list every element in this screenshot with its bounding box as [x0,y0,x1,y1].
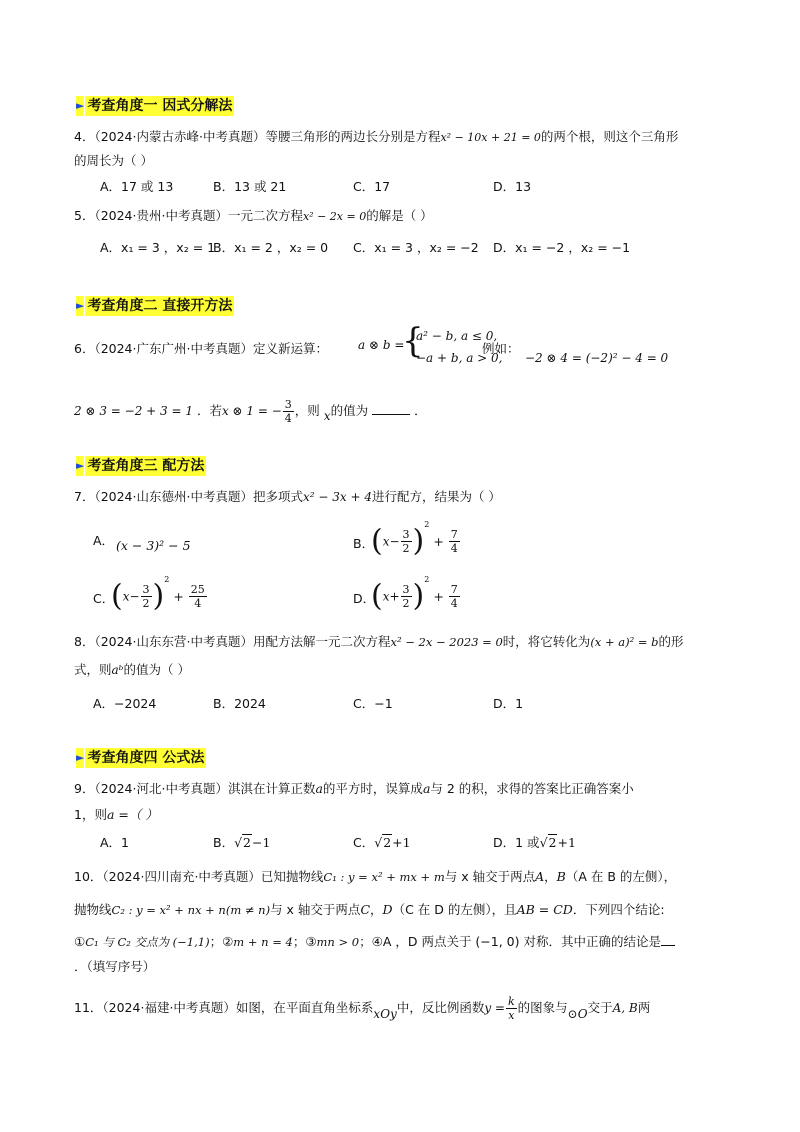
question-11-stem: 11．（2024·福建·中考真题）如图，在平面直角坐标系xOy中，反比例函数y = $\frac{k}{x}$ 的图象与⊙O交于A, B两 [74,995,651,1022]
fraction-three-quarters: $\frac{3}{4}$ [284,398,292,425]
question-8-option-d: D．1 [493,696,524,711]
section-header-1: ► 考查角度一 因式分解法 [76,98,233,114]
question-9-option-b: B．√2−1 [213,835,271,850]
question-8-stem-2: 式，则aᵇ的值为（ ） [74,662,190,677]
question-7-option-d: D． [353,591,376,606]
question-8-option-b: B．2024 [213,696,266,711]
question-8-stem: 8．（2024·山东东营·中考真题）用配方法解一元二次方程x² − 2x − 2023 = 0时，将它转化为(x + a)² = b的形 [74,634,684,649]
question-6-case-2: −a + b, a > 0, [416,351,503,365]
question-7-option-a-expr: (x − 3)² − 5 [116,538,191,553]
question-10-line-1: 10．（2024·四川南充·中考真题）已知抛物线C₁ : y = x² + mx + m与 x 轴交于两点A，B（A 在 B 的左侧）， [74,869,677,884]
triangle-bullet-icon: ► [76,456,84,476]
question-4-stem: 4．（2024·内蒙古赤峰·中考真题）等腰三角形的两边长分别是方程x² − 10x + 21 = 0的两个根，则这个三角形 [74,129,679,144]
question-8-option-a: A．−2024 [93,696,157,711]
question-9-stem: 9．（2024·河北·中考真题）淇淇在计算正数a的平方时，误算成a与 2 的积，求得的答案比正确答案小 [74,781,634,796]
answer-blank[interactable] [661,935,675,946]
triangle-bullet-icon: ► [76,748,84,768]
question-4-option-b: B．13 或 21 [213,179,287,194]
triangle-bullet-icon: ► [76,96,84,116]
question-7-option-b: B． [353,536,375,551]
question-8-option-c: C．−1 [353,696,393,711]
question-5-stem: 5．（2024·贵州·中考真题）一元二次方程x² − 2x = 0的解是（ ） [74,208,433,223]
question-5-option-a: A．x₁ = 3 ，x₂ = 1 [100,240,216,255]
question-6-example-1: −2 ⊗ 4 = (−2)² − 4 = 0 [525,351,669,365]
question-10-line-3: ①C₁ 与 C₂ 交点为 (−1,1)；②m + n = 4；③mn > 0；④A ，D 两点关于 (−1, 0) 对称．其中正确的结论是 [74,932,675,950]
question-9-option-c: C．√2+1 [353,835,411,850]
section-header-4: ► 考查角度四 公式法 [76,750,205,766]
question-9-option-d: D．1 或√2+1 [493,835,576,850]
question-7-option-b-expr: (x− $\frac{3}{2}$ )$^2$ + $\frac{7}{4}$ [371,520,458,559]
question-5-option-d: D．x₁ = −2 ，x₂ = −1 [493,240,631,255]
question-6-stem: 6．（2024·广东广州·中考真题）定义新运算： [74,341,328,356]
question-9-option-a: A．1 [100,835,130,850]
question-4-option-c: C．17 [353,179,391,194]
question-4-option-d: D．13 [493,179,532,194]
question-6-line-2: 2 ⊗ 3 = −2 + 3 = 1 ．若x ⊗ 1 = − $\frac{3}{4}$ ，则 x的值为 ． [74,398,427,425]
question-7-option-c: C． [93,591,115,606]
answer-blank[interactable] [372,404,410,415]
question-7-option-a: A． [93,533,115,548]
question-6-definition: a ⊗ b = [358,338,405,352]
question-6-brace: { [402,321,424,361]
question-9-stem-2: 1，则a =（ ） [74,807,158,822]
triangle-bullet-icon: ► [76,296,84,316]
question-6-case-1: a² − b, a ≤ 0, [416,329,498,343]
question-7-option-c-expr: (x− $\frac{3}{2}$ )$^2$ + $\frac{25}{4}$ [111,575,205,614]
question-7-stem: 7．（2024·山东德州·中考真题）把多项式x² − 3x + 4进行配方，结果为（ ） [74,489,501,504]
question-5-option-c: C．x₁ = 3 ，x₂ = −2 [353,240,479,255]
question-5-option-b: B．x₁ = 2 ，x₂ = 0 [213,240,329,255]
section-header-2: ► 考查角度二 直接开方法 [76,298,233,314]
question-6-example-label: 例如： [482,341,520,356]
question-7-option-d-expr: (x+ $\frac{3}{2}$ )$^2$ + $\frac{7}{4}$ [371,575,458,614]
question-4-stem-2: 的周长为（ ） [74,153,153,168]
question-10-line-2: 抛物线C₂ : y = x² + nx + n(m ≠ n)与 x 轴交于两点C，D（C 在 D 的左侧），且AB = CD．下列四个结论: [74,902,665,917]
question-4-option-a: A．17 或 13 [100,179,174,194]
question-10-line-4: ．（填写序号） [74,959,156,974]
section-header-3: ► 考查角度三 配方法 [76,458,205,474]
